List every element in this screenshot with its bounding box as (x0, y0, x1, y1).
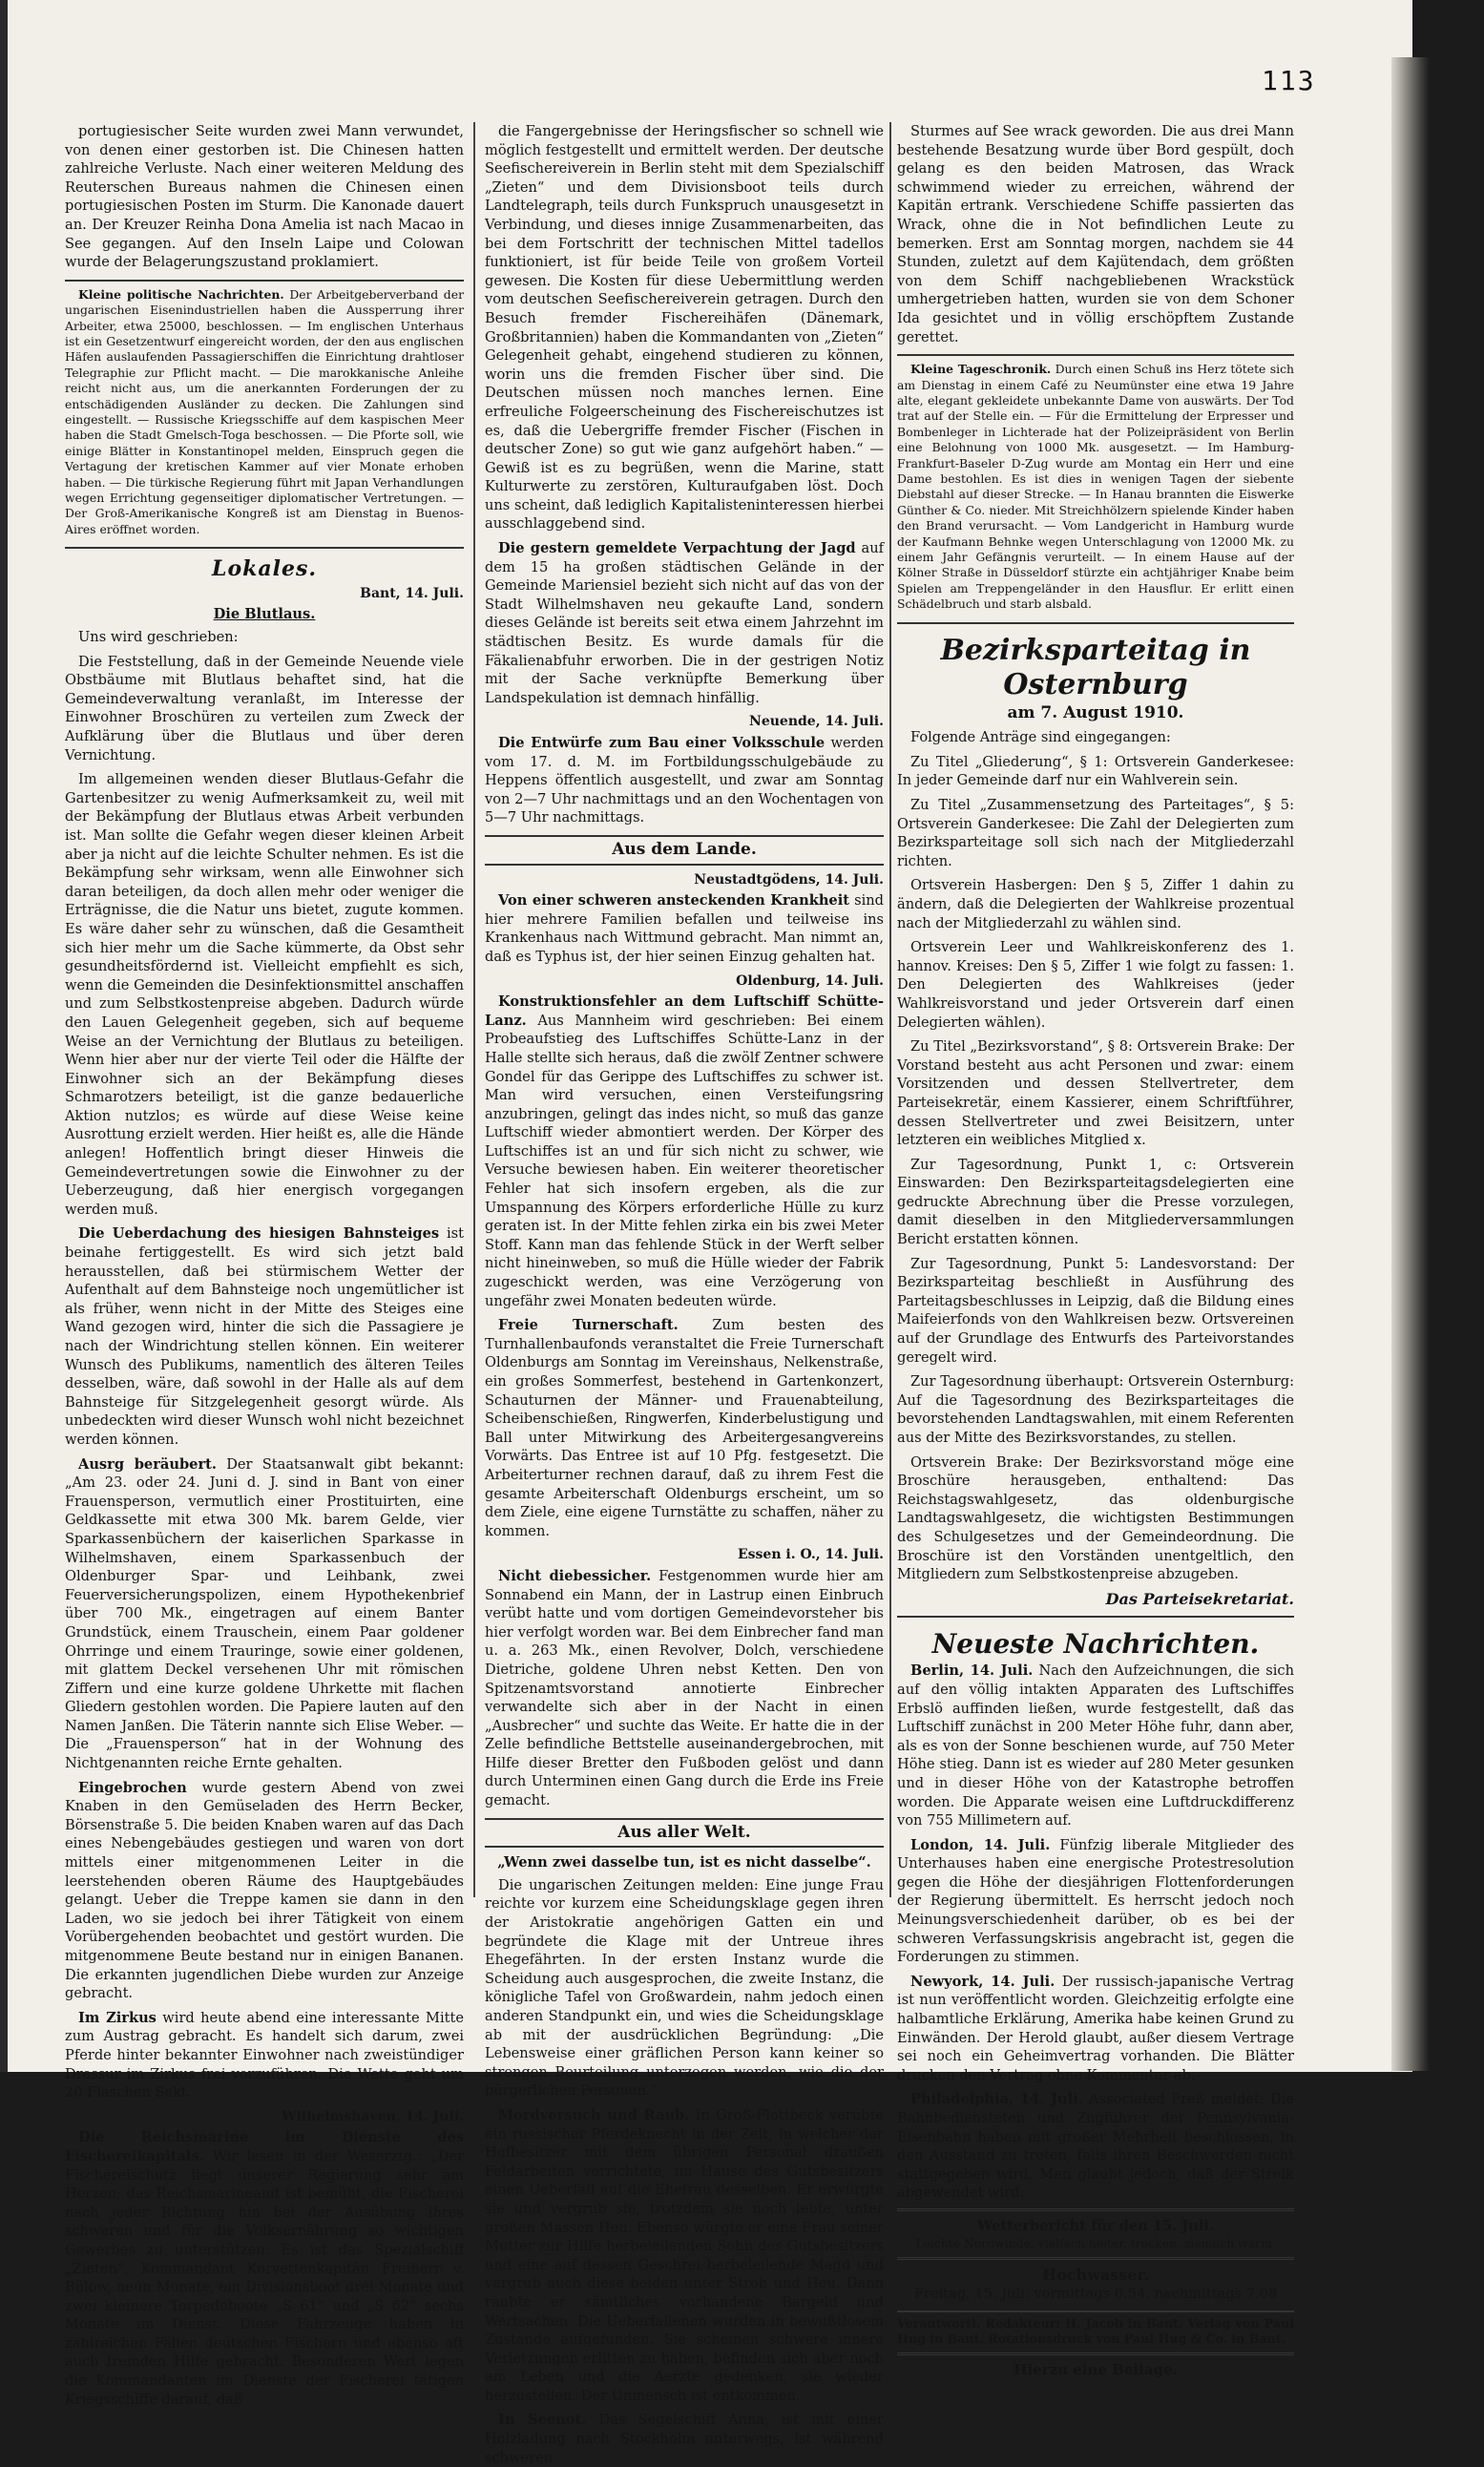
section-divider (897, 1616, 1294, 1618)
konstruktionsfehler-title: Konstruktionsfehler an dem Luftschiff Schütte-Lanz. (485, 993, 884, 1029)
article-continuation-2: die Fangergebnisse der Heringsfischer so schnell wie möglich festgestellt und ermittelt werden. Der deutsche Seefischereiverein in Berlin steht mit dem Spezialschiff „Zieten“ und dem Divisionsboot teils durch Landtelegraph, teils durch Funkspruch unausgesetzt in Verbindung, und dieses innige Zusammenarbeiten, das bei dem Fortschritt der technischen Mittel tadellos funktioniert, ist für beide Teile von großem Vorteil gewesen. Die Kosten für diese Uebermittlung werden vom deutschen Seefischereiverein getragen. Durch den Besuch fremder Fischereihäfen (Dänemark, Großbritannien) haben die Kommandanten von „Zieten“ Gelegenheit gehabt, eingehend studieren zu können, worin uns die fremden Fischer über sind. Die Deutschen müssen noch manches lernen. Eine erfreuliche Folgeerscheinung des Fischereischutzes ist es, daß die Uebergriffe fremder Fischer (Fischen in deutscher Zone) so gut wie ganz aufgehört haben.“ — Gewiß ist es zu begrüßen, wenn die Marine, statt Kulturwerte zu zerstören, Kulturaufgaben löst. Doch uns scheint, daß lediglich Kapitalisteninteressen hierbei ausschlaggebend sind. (485, 123, 884, 533)
wetterbericht-title: Wetterbericht für den 15. Juli. (977, 2217, 1214, 2234)
bezirksparteitag-para-8: Zur Tagesordnung, Punkt 5: Landesvorstand: Der Bezirksparteitag beschließt in Ausführung des Parteitagsbeschlusses in Leipzig, daß die Bildung eines Maifeierfonds von den Wahlkreisen bezw. Ortsvereinen auf der Grundlage des Entwurfs des Parteivorstandes geregelt wird. (897, 1255, 1294, 1366)
volksschule-title: Die Entwürfe zum Bau einer Volksschule (498, 735, 826, 751)
book-spine (1391, 57, 1430, 2071)
dateline-newyork: Newyork, 14. Juli. (910, 1973, 1056, 1990)
blutlaus-para-3: Im allgemeinen wenden dieser Blutlaus-Gefahr die Gartenbesitzer zu wenig Aufmerksamkeit zu, weil mit der Bekämpfung der Blutlaus etwas Arbeit verbunden ist. Man sollte die Gefahr wegen dieser kleinen Arbeit aber ja nicht auf die leichte Schulter nehmen. Es ist die Bekämpfung sehr wirksam, wenn alle Einwohner sich daran beteiligen, da doch allen mehr oder weniger die Erträgnisse, die die Natur uns bietet, zugute kommen. Es wäre daher sehr zu wünschen, daß die Gesamtheit sich hier mehr um die Sache kümmerte, da Obst sehr gesundheitsfördernd ist. Vielleicht empfiehlt es sich, wenn die Gemeinden die Desinfektionsmittel anschaffen und zum Selbstkostenpreise abgeben. Dadurch würde den Lauen Gelegenheit gegeben, sich auf bequeme Weise an der Vernichtung der Blutlaus zu beteiligen. Wenn hier aber nur der vierte Teil oder die Hälfte der Einwohner sich an der Bekämpfung dieses Schmarotzers beteiligt, ist die ganze bedauerliche Aktion nutzlos; es würde auf diese Weise keine Ausrottung erzielt werden. Hier heißt es, alle die Hände anlegen! Hoffentlich bringt dieser Hinweis die Gemeindevertretungen sowie die Einwohner zu der Ueberzeugung, daß hier energisch vorgegangen werden muß. (65, 771, 464, 1218)
mordversuch-title: Mordversuch und Raub. (498, 2106, 690, 2123)
dateline-berlin: Berlin, 14. Juli. (910, 1662, 1034, 1680)
double-rule (897, 2208, 1294, 2211)
bezirksparteitag-para-2: Zu Titel „Gliederung“, § 1: Ortsverein Ganderkesee: In jeder Gemeinde darf nur ein Wahlverein sein. (897, 753, 1294, 789)
bezirksparteitag-para-3: Zu Titel „Zusammensetzung des Parteitages“, § 5: Ortsverein Ganderkesee: Die Zahl der Delegierten zum Bezirksparteitage soll sich nach der Mitgliederzahl richten. (897, 797, 1294, 869)
article-continuation: portugiesischer Seite wurden zwei Mann verwundet, von denen einer gestorben ist. Die Chinesen hatten zahlreiche Verluste. Nach einer weiteren Meldung des Reuterschen Bureaus nahmen die Chinesen einen portugiesischen Posten im Sturm. Die Kanonade dauert an. Der Kreuzer Reinha Dona Amelia ist nach Macao in See gegangen. Auf den Inseln Laipe und Colowan wurde der Belagerungszustand proklamiert. (65, 123, 464, 271)
bezirksparteitag-date: am 7. August 1910. (1007, 702, 1184, 722)
turnerschaft-text: Zum besten des Turnhallenbaufonds veranstaltet die Freie Turnerschaft Oldenburgs am Sonntag im Vereinshaus, Nelkenstraße, ein großes Sommerfest, bestehend in Gartenkonzert, Schauturnen der Männer- und Frauenabteilung, Scheibenschießen, Ringwerfen, Kinderbelustigung und Ball unter Mitwirkung des Arbeitergesangvereins Vorwärts. Das Entree ist auf 10 Pfg. festgesetzt. Die Arbeiterturner rechnen darauf, daß zu ihrem Fest die gesamte Arbeiterschaft Oldenburgs erscheint, um so dem Ziele, eine eigene Turnstätte zu schaffen, näher zu kommen. (485, 1317, 884, 1539)
dateline-oldenburg: Oldenburg, 14. Juli. (736, 972, 884, 989)
reichsmarine-title: Die Reichsmarine im Dienste des Fischereikapitals. (65, 2129, 464, 2164)
column-rule-1 (473, 122, 475, 1897)
wetterbericht-text: Leichte Nordwinde, vielfach heiter, trocken, ziemlich warm. (915, 2235, 1276, 2250)
mordversuch-text: In Groß-Flottbeck verübte ein russischer Pferdeknecht in der Zeit, in welcher der Hofbesitzer mit dem übrigen Personal draußen Feldarbeiten verrichtete, im Hause des Gutsbesitzers einen Ueberfall auf die Ehefrau desselben. Er erwürgte sie und vergrub sie, trotzdem sie noch lebte, unter großen Massen Heu. Ebenso würgte er eine Frau seiner Mutter zur Hilfe herbeieilenden Sohn des Gutsbesitzers und eine auf dessen Geschrei herbeieilende Magd und vergrub auch diese beiden unter Stroh und Heu. Dann raubte er sämtliches vorhandene Bargeld und Wertsachen. Die Ueberfallenen wurden in bewußtlosem Zustande aufgefunden. Sie scheinen schwere innere Verletzungen erlitten zu haben, befinden sich aber noch am Leben und die Aerzte gedenken, sie wieder herzustellen. Der Unmensch ist entkommen. (485, 2106, 884, 2404)
bezirksparteitag-title: Bezirksparteitag in Osternburg (940, 633, 1251, 701)
tageschronik-text: Durch einen Schuß ins Herz tötete sich am Dienstag in einem Café zu Neumünster eine etwa 19 Jahre alte, elegant gekleidete unbekannte Dame von auswärts. Der Tod trat auf der Stelle ein. — Für die Ermittelung der Erpresser und Bombenleger in Lichterade hat der Polizeipräsident von Berlin eine Belohnung von 1000 Mk. ausgesetzt. — Im Hamburg-Frankfurt-Baseler D-Zug wurde am Montag ein Herr und eine Dame bestohlen. Es ist dies in wenigen Tagen der siebente Diebstahl auf dieser Strecke. — In Hanau brannten die Eiswerke Günther & Co. nieder. Mit Streichhölzern spielende Kinder haben den Brand verursacht. — Vom Landgericht in Hamburg wurde der Kaufmann Behnke wegen Unterschlagung von 12000 Mk. zu einem Jahr Gefängnis verurteilt. — In einem Hause auf der Kölner Straße in Düsseldorf stürzte ein achtjähriger Knabe beim Spielen am Treppengeländer in den Hausflur. Er erlitt einen Schädelbruch und starb alsbald. (897, 362, 1294, 612)
bahnsteig-title: Die Ueberdachung des hiesigen Bahnsteiges (78, 1225, 440, 1243)
seenot-title: In Seenot. (498, 2412, 587, 2429)
aus-aller-welt-subtitle: „Wenn zwei dasselbe tun, ist es nicht dasselbe“. (497, 1854, 871, 1871)
london-text: Fünfzig liberale Mitglieder des Unterhauses haben eine energische Protestresolution gegen die Höhe der diesjährigen Flottenforderungen der Regierung übermittelt. Es herrscht jedoch noch Meinungsverschiedenheit darüber, ob es bei der schweren Verfassungskrisis angebracht ist, gegen die Forderungen zu stimmen. (897, 1836, 1294, 1966)
volksschule-text: werden vom 17. d. M. im Fortbildungsschulgebäude zu Heppens öffentlich ausgestellt, und zwar am Sonntag von 2—7 Uhr nachmittags und an den Wochentagen von 5—7 Uhr nachmittags. (485, 735, 884, 826)
dateline-wilhelmshaven: Wilhelmshaven, 14. Juli. (282, 2108, 464, 2124)
blutlaus-para-2: Die Feststellung, daß in der Gemeinde Neuende viele Obstbäume mit Blutlaus behaftet sind, hat die Gemeindeverwaltung veranlaßt, im Interesse der Einwohner Broschüren zu verteilen zum Zweck der Aufklärung über die Blutlaus und über deren Vernichtung. (65, 653, 464, 763)
kleine-politische-title: Kleine politische Nachrichten. (78, 286, 284, 302)
bezirksparteitag-para-5: Ortsverein Leer und Wahlkreiskonferenz des 1. hannov. Kreises: Den § 5, Ziffer 1 wie folgt zu fassen: 1. Den Delegierten des Wahlkreises (jeder Wahlkreisvorstand und jeder Ortsverein darf einen Delegierten wählen). (897, 939, 1294, 1031)
jagd-text: auf dem 15 ha großen städtischen Gelände in der Gemeinde Mariensiel bezieht sich nicht auf das von der Stadt Wilhelmshaven neu gekaufte Land, sondern dieses Gelände ist bereits seit etwa einem Jahrzehnt im städtischen Besitz. Es wurde damals für die Fäkalienabfuhr erworben. Die in der gestrigen Notiz mit der Sache verknüpfte Bemerkung über Landspekulation ist demnach hinfällig. (485, 540, 885, 706)
krankheit-text: sind hier mehrere Familien befallen und teilweise ins Krankenhaus nach Wittmund gebracht. Man nimmt an, daß es Typhus ist, der hier seinen Einzug gehalten hat. (485, 892, 885, 965)
dateline-neuende: Neuende, 14. Juli. (749, 714, 884, 730)
kleine-politische-text: Der Arbeitgeberverband der ungarischen Eisenindustriellen haben die Aussperrung ihrer Arbeiter, etwa 25000, beschlossen. — Im englischen Unterhaus ist ein Gesetzentwurf eingereicht worden, der den aus englischen Häfen auslaufenden Passagierschiffen die Einrichtung drahtloser Telegraphie zur Pflicht macht. — Die marokkanische Anleihe reicht nicht aus, um die anerkannten Forderungen der zu entschädigenden Ausländer zu decken. Die Zahlungen sind eingestellt. — Russische Kriegsschiffe auf dem kaspischen Meer haben die Stadt Gmelsch-Toga beschossen. — Die Pforte soll, wie einige Blätter in Konstantinopel melden, Einspruch gegen die Vertagung der kretischen Kammer auf vier Monate erhoben haben. — Die türkische Regierung führt mit Japan Verhandlungen wegen Errichtung gegenseitiger diplomatischer Vertretungen. — Der Groß-Amerikanische Kongreß ist am Dienstag in Buenos-Aires eröffnet worden. (65, 286, 464, 536)
eingebrochen-text: wurde gestern Abend von zwei Knaben in den Gemüseladen des Herrn Becker, Börsenstraße 5. Die beiden Knaben waren auf das Dach eines Nebengebäudes gestiegen und waren von dort mittels einer mitgenommenen Leiter in die leerstehenden oberen Räume des Hauptgebäudes gelangt. Ueber die Treppe kamen sie dann in den Laden, wo sie jedoch bei ihrer Tätigkeit von einem Vorübergehenden beobachtet und gestört wurden. Die mitgenommene Beute bestand nur in einigen Bananen. Die erkannten jugendlichen Diebe wurden zur Anzeige gebracht. (65, 1779, 464, 2002)
reichsmarine-text: Wir lesen in der Weserztg.: „Der Fischereischutz liegt unserer Regierung sehr am Herzen; das Reichsmarineamt ist bemüht, die Fischerei nach jeder Richtung hin bei der Ausübung ihres schweren und für die Volksernährung so wichtigen Gewerbes zu unterstützen. Es ist das Spezialschiff „Zieten“, Kommandant Korvettenkapitän Freiherr v. Bülow, neun Monate, ein Divisionsboot drei Monate und zwei kleinere Torpedoboote „S 61“ und „S 62“ sechs Monate im Dienst. Diese Fahrzeuge haben in zahlreichen Fällen deutschen Fischern und ebenso oft auch fremden Hilfe gebracht. Besonderen Wert legen die Kommandanten im Dienste der Fischerei tätigen Kriegsschiffe darauf, daß (65, 2147, 464, 2408)
diebessicher-title: Nicht diebessicher. (498, 1567, 652, 1584)
tageschronik-box (897, 354, 1294, 624)
bezirksparteitag-para-7: Zur Tagesordnung, Punkt 1, c: Ortsverein Einswarden: Den Bezirksparteitagsdelegierten eine gedruckte Abrechnung über die Presse vorzulegen, damit dieselben in den Mitgliederversammlungen Bericht erstatten können. (897, 1156, 1294, 1248)
turnerschaft-title: Freie Turnerschaft. (498, 1317, 679, 1334)
diebessicher-text: Festgenommen wurde hier am Sonnabend ein Mann, der in Lastrup einen Einbruch verübt hatte und vom dortigen Gemeindevorsteher bis hier verfolgt worden war. Bei dem Einbrecher fand man u. a. 263 Mk., einen Revolver, Dolch, verschiedene Dietriche, goldene Uhren nebst Ketten. Den von Spitzenamtsvorstand annotierte Einbrecher verwandelte sich aber in der Nacht in einen „Ausbrecher“ und suchte das Weite. Er hatte die in der Zelle befindliche Bettstelle auseinandergebrochen, mit Hilfe dieser Bretter den Fußboden gelöst und dann durch Unterminen einen Gang durch die Erde ins Freie gemacht. (485, 1567, 884, 1809)
newyork-text: Der russisch-japanische Vertrag ist nun veröffentlicht worden. Gleichzeitig erfolgte eine halbamtliche Erklärung, Amerika habe keinen Grund zu Einwänden. Der Herold glaubt, außer diesem Vertrage sei noch ein Geheimvertrag vorhanden. Die Blätter drucken den Vertrag ohne Kommentar ab. (897, 1973, 1294, 2083)
bahnsteig-text: ist beinahe fertiggestellt. Es wird sich jetzt bald herausstellen, daß bei stürmischem Wetter der Aufenthalt auf dem Bahnsteige noch ungemütlicher ist als früher, wenn nicht in der Mitte des Steiges eine Wand gezogen wird, hinter die sich die Passagiere je nach der Windrichtung stellen können. Ein weiterer Wunsch des Publikums, namentlich des älteren Teiles desselben, wäre, daß sowohl in der Halle als auf dem Bahnsteige für Sitzgelegenheit gesorgt würde. Als unbedeckten wird dieser Wunsch wohl nicht bezeichnet werden können. (65, 1225, 464, 1448)
seenot-text: Das Segelschiff Anna, ist mit einer Holzladung nach Stockholm unterwegs, ist während schweren (485, 2412, 884, 2466)
page-number: 113 (1262, 65, 1316, 96)
dateline-philadelphia: Philadelphia, 14. Juli. (910, 2091, 1083, 2108)
neueste-nachrichten-title: Neueste Nachrichten. (931, 1628, 1260, 1661)
blutlaus-title: Die Blutlaus. (213, 606, 316, 623)
column-1 (65, 122, 465, 2408)
column-2 (485, 122, 885, 2466)
ausrg-title: Ausrg beräubert. (78, 1455, 217, 1473)
bezirksparteitag-para-1: Folgende Anträge sind eingegangen: (910, 729, 1171, 746)
scan-edge (0, 0, 8, 2072)
lokales-title: Lokales. (211, 556, 318, 582)
berlin-text: Nach den Aufzeichnungen, die sich auf den völlig intakten Apparaten des Luftschiffes Erbslö auffinden ließen, wurde festgestellt, daß das Luftschiff zunächst in 200 Meter Höhe fuhr, dann aber, als es von der Sonne beschienen wurde, auf 750 Meter Höhe stieg. Dann ist es wieder auf 280 Meter gesunken und in dieser Höhe von der Katastrophe betroffen worden. Die Apparate weisen eine Luftdruckdifferenz von 755 Millimetern auf. (897, 1662, 1294, 1829)
kleine-politische-box (65, 280, 464, 550)
dateline-essen: Essen i. O., 14. Juli. (737, 1547, 884, 1563)
aus-dem-lande-title: Aus dem Lande. (485, 835, 884, 866)
imprint: Verantwortl. Redakteur: H. Jacob in Bant. Verlag von Paul Hug in Bant. Rotationsdruck von Paul Hug & Co. in Bant. (897, 2310, 1294, 2347)
parteisekretariat-signature: Das Parteisekretariat. (1105, 1589, 1294, 1608)
aus-aller-welt-text: Die ungarischen Zeitungen melden: Eine junge Frau reichte vor kurzem eine Scheidungsklage gegen ihren der Aristokratie angehörigen Gatten ein und begründete die Klage mit der Untreue ihres Ehegefährten. In der ersten Instanz wurde die Scheidung auch ausgesprochen, die zweite Instanz, die königliche Tafel von Großwardein, nahm jedoch einen anderen Standpunkt ein, und wies die Scheidungsklage ab mit der ausdrücklichen Begründung: „Die Lebensweise einer gräflichen Person kann keiner so strengen Beurteilung unterzogen werden, wie die der bürgerlichen Personen.“ (485, 1876, 884, 2100)
jagd-title: Die gestern gemeldete Verpachtung der Jagd (498, 540, 856, 557)
eingebrochen-title: Eingebrochen (78, 1779, 187, 1796)
zirkus-title: Im Zirkus (78, 2009, 157, 2026)
zirkus-text: wird heute abend eine interessante Mitte zum Austrag gebracht. Es handelt sich darum, zwei Pferde hinter bekannter Einwohner nach zweistündiger Dressur im Zirkus frei vorzuführen. Die Wette geht um 20 Flaschen Sekt. (65, 2009, 465, 2101)
bezirksparteitag-para-6: Zu Titel „Bezirksvorstand“, § 8: Ortsverein Brake: Der Vorstand besteht aus acht Personen und zwar: einem Vorsitzenden und dessen Stellvertreter, dem Parteisekretär, einem Kassierer, einem Schriftführer, dessen Stellvertreter und zwei Beisitzern, unter letzteren ein weibliches Mitglied x. (897, 1038, 1294, 1149)
column-rule-2 (889, 122, 891, 1897)
hochwasser-text: Freitag, 15. Juli: vormittags 6.54, nachmittags 7.08 (913, 2285, 1278, 2302)
blutlaus-para-1: Uns wird geschrieben: (78, 629, 239, 646)
bezirksparteitag-para-9: Zur Tagesordnung überhaupt: Ortsverein Osternburg: Auf die Tagesordnung des Bezirksparteitages die bevorstehenden Landtagswahlen, mit einem Referenten aus der Mitte des Bezirksvorstandes, zu stellen. (897, 1373, 1294, 1446)
double-rule-3 (897, 2352, 1294, 2355)
column-3 (897, 122, 1294, 2379)
krankheit-title: Von einer schweren ansteckenden Krankheit (498, 892, 850, 909)
bezirksparteitag-para-10: Ortsverein Brake: Der Bezirksvorstand möge eine Broschüre herausgeben, enthaltend: Das Reichstagswahlgesetz, das oldenburgische Landtagswahlgesetz, die wichtigsten Bestimmungen des Schulgesetzes und der Gemeindeordnung. Die Broschüre ist den Vorständen unentgeltlich, den Mitgliedern zum Selbstkostenpreise abzugeben. (897, 1453, 1294, 1583)
double-rule-2 (897, 2257, 1294, 2260)
aus-aller-welt-title: Aus aller Welt. (485, 1818, 884, 1849)
beilage-note: Hierzu eine Beilage. (1014, 2361, 1178, 2379)
tageschronik-title: Kleine Tageschronik. (910, 362, 1052, 377)
hochwasser-title: Hochwasser. (1041, 2265, 1150, 2284)
dateline-neustadtgoedens: Neustadtgödens, 14. Juli. (694, 871, 884, 888)
konstruktionsfehler-text: Aus Mannheim wird geschrieben: Bei einem Probeaufstieg des Luftschiffes Schütte-Lanz in der Halle stellte sich heraus, daß die zwölf Zentner schwere Gondel für das Gerippe des Luftschiffes zu schwer ist. Man wird versuchen, einen Versteifungsring anzubringen, gelingt das indes nicht, so muß das ganze Luftschiff wieder abmontiert werden. Der Körper des Luftschiffes ist an und für sich nicht zu schwer, wie Versuche bewiesen haben. Ein weiterer theoretischer Fehler hat sich insofern ergeben, als die zur Umspannung des Körpers erforderliche Hülle zu kurz geraten ist. In der Mitte fehlen zirka ein bis zwei Meter Stoff. Kann man das fehlende Stück in der Werft selber nicht hineinweben, so muß die Hülle wieder der Fabrik zugeschickt werden, was eine Verzögerung von ungefähr zwei Monaten bedeuten würde. (485, 1012, 885, 1309)
dateline-bant: Bant, 14. Juli. (360, 585, 464, 601)
philadelphia-text: Associated Preß meldet: Die Bahnbediensteten und Zugführer der Pennsylvania-Eisenbahn haben mit großer Mehrheit beschlossen, in den Ausstand zu treten, falls ihren Beschwerden nicht stattgegeben wird. Man glaubt jedoch, daß der Streik abgewendet wird. (897, 2091, 1294, 2202)
article-continuation-3: Sturmes auf See wrack geworden. Die aus drei Mann bestehende Besatzung wurde über Bord gespült, doch gelang es den beiden Matrosen, das Wrack schwimmend wieder zu erreichen, während der Kapitän ertrank. Verschiedene Schiffe passierten das Wrack, ohne die in Not befindlichen Leute zu bemerken. Erst am Sonntag morgen, nachdem sie 44 Stunden, zuletzt auf dem Kajütendach, dem größten von dem Schiff nachgebliebenen Wrackstück umhergetrieben hatten, wurden sie von dem Schoner Ida gesichtet und in völlig erschöpftem Zustande gerettet. (897, 123, 1294, 345)
dateline-london: London, 14. Juli. (910, 1836, 1051, 1853)
bezirksparteitag-para-4: Ortsverein Hasbergen: Den § 5, Ziffer 1 dahin zu ändern, daß die Delegierten der Wahlkreise prozentual nach der Mitgliederzahl zu wählen sind. (897, 877, 1294, 931)
ausrg-text: Der Staatsanwalt gibt bekannt: „Am 23. oder 24. Juni d. J. sind in Bant von einer Frauensperson, vermutlich einer Prostituirten, eine Geldkassette mit etwa 300 Mk. barem Gelde, vier Sparkassenbüchern der kaiserlichen Sparkasse in Wilhelmshaven, einem Sparkassenbuch der Oldenburger Spar- und Leihbank, zwei Feuerversicherungspolizen, einem Hypothekenbrief über 700 Mk., eingetragen auf einem Banter Grundstück, einem Trauschein, einem Paar goldener Ohrringe und einem Trauringe, sowie einer goldenen, mit glattem Deckel versehenen Uhr mit römischen Ziffern und eine kurze goldene Uhrkette mit flachen Gliedern gestohlen worden. Die Papiere lauten auf den Namen Janßen. Die Täterin nannte sich Elise Weber. — Die „Frauensperson“ hat in der Wohnung des Nichtgenannten reiche Ernte gehalten. (65, 1455, 464, 1772)
